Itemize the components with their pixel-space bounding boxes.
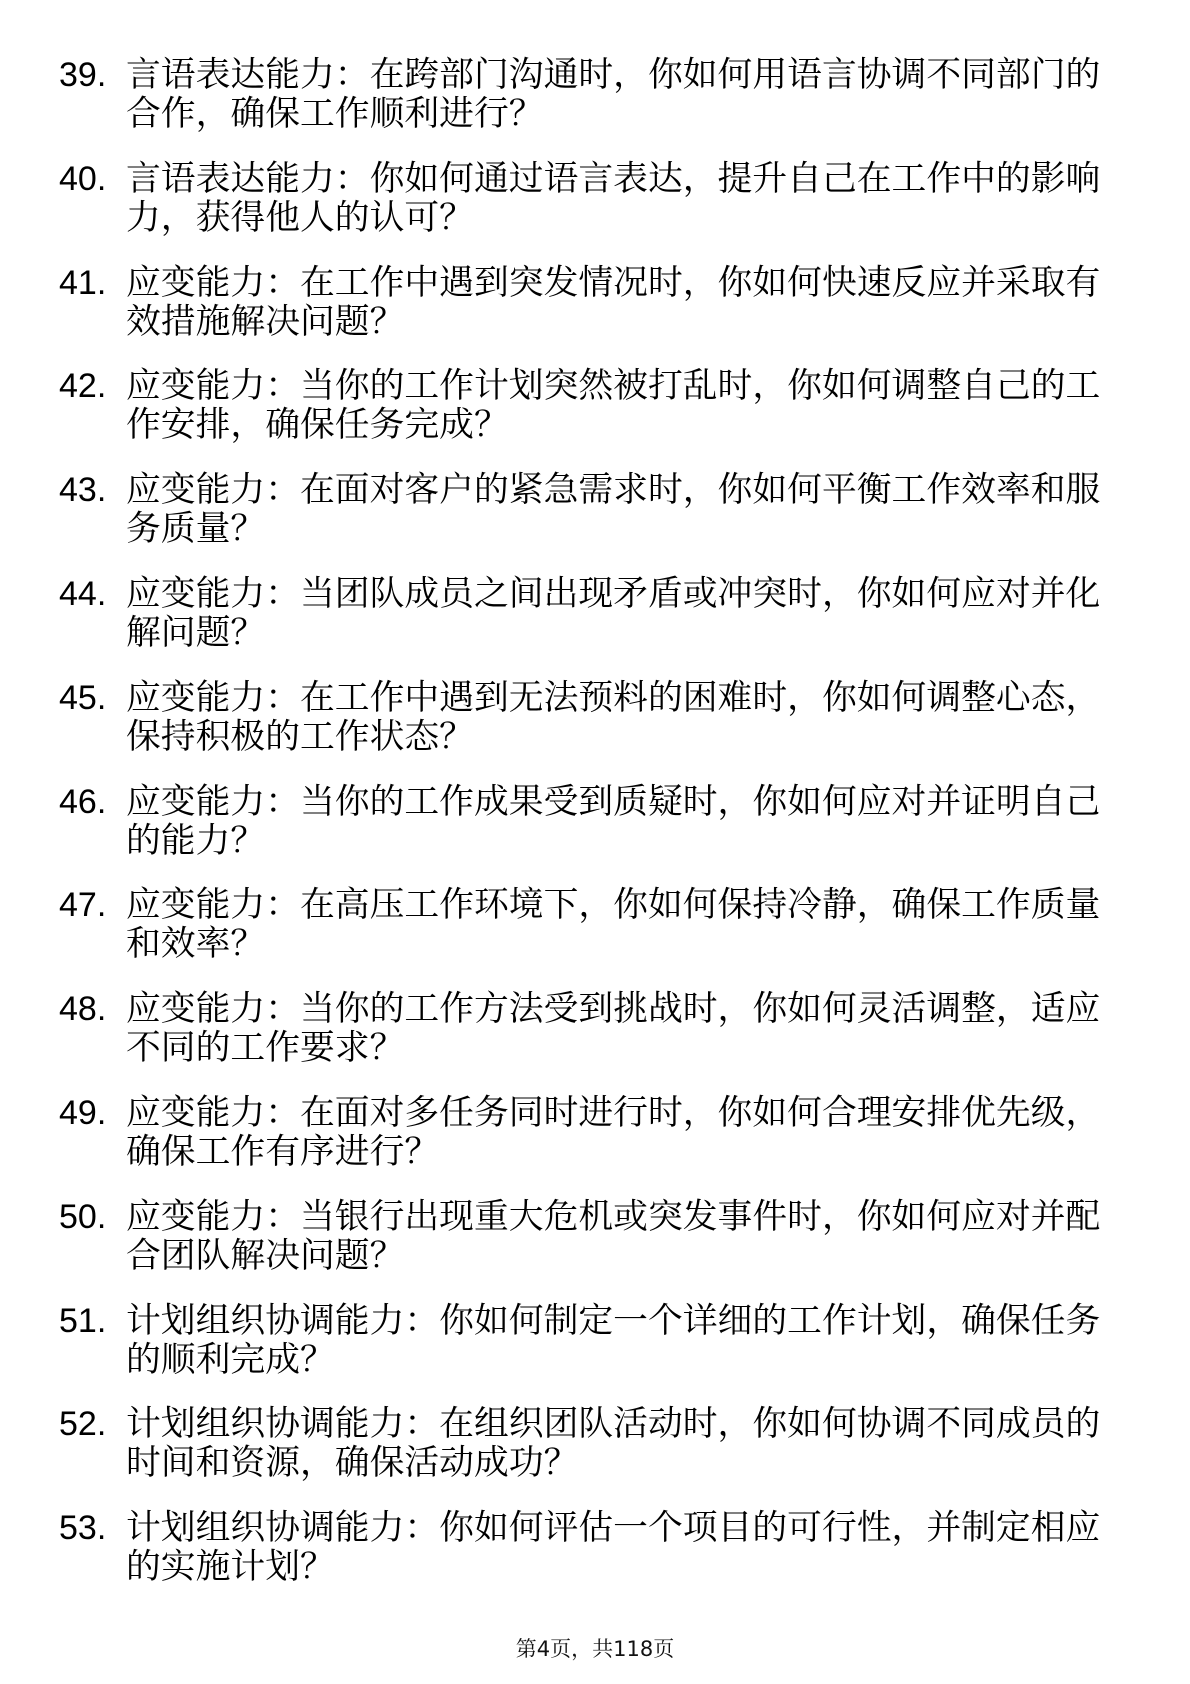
question-text-line: 计划组织协调能力：你如何制定一个详细的工作计划，确保任务 — [126, 1300, 1101, 1341]
question-text — [126, 1198, 1166, 1276]
question-item — [0, 679, 1190, 757]
question-number: 52. — [59, 1405, 107, 1444]
question-number: 49. — [59, 1093, 107, 1132]
question-number: 40. — [59, 159, 107, 198]
question-item — [0, 1198, 1190, 1276]
question-text — [126, 264, 1166, 342]
question-number: 51. — [59, 1301, 107, 1340]
question-number: 44. — [59, 574, 107, 613]
question-item — [0, 575, 1190, 653]
question-text-line: 解问题？ — [126, 612, 266, 653]
question-text-line: 不同的工作要求？ — [126, 1028, 405, 1069]
question-list — [0, 56, 1190, 1613]
question-item — [0, 264, 1190, 342]
question-item — [0, 1094, 1190, 1172]
question-number: 47. — [59, 886, 107, 925]
question-text-line: 的能力？ — [126, 820, 266, 861]
question-text-line: 力，获得他人的认可？ — [126, 197, 474, 238]
question-text-line: 应变能力：当你的工作方法受到挑战时，你如何灵活调整，适应 — [126, 989, 1101, 1030]
question-text-line: 的顺利完成？ — [126, 1339, 335, 1380]
question-text-line: 时间和资源，确保活动成功？ — [126, 1443, 579, 1484]
question-item — [0, 783, 1190, 861]
question-text-line: 应变能力：在工作中遇到突发情况时，你如何快速反应并采取有 — [126, 262, 1101, 303]
page-footer: 第4页，共118页 — [515, 1637, 675, 1661]
question-text-line: 应变能力：在面对多任务同时进行时，你如何合理安排优先级， — [126, 1092, 1101, 1133]
question-text-line: 的实施计划？ — [126, 1547, 335, 1588]
question-item — [0, 1405, 1190, 1483]
question-item — [0, 1509, 1190, 1587]
question-text-line: 应变能力：当银行出现重大危机或突发事件时，你如何应对并配 — [126, 1196, 1101, 1237]
question-text — [126, 56, 1166, 134]
question-item — [0, 990, 1190, 1068]
question-item — [0, 367, 1190, 445]
question-text-line: 作安排，确保任务完成？ — [126, 405, 509, 446]
question-text-line: 务质量？ — [126, 509, 266, 550]
question-text-line: 应变能力：在工作中遇到无法预料的困难时，你如何调整心态， — [126, 677, 1101, 718]
question-text — [126, 1302, 1166, 1380]
question-text — [126, 160, 1166, 238]
question-number: 45. — [59, 678, 107, 717]
question-text — [126, 1509, 1166, 1587]
question-number: 43. — [59, 471, 107, 510]
question-item — [0, 56, 1190, 134]
question-text-line: 应变能力：在高压工作环境下，你如何保持冷静，确保工作质量 — [126, 885, 1101, 926]
question-text-line: 合团队解决问题？ — [126, 1235, 405, 1276]
question-text-line: 应变能力：当团队成员之间出现矛盾或冲突时，你如何应对并化 — [126, 573, 1101, 614]
question-text-line: 计划组织协调能力：你如何评估一个项目的可行性，并制定相应 — [126, 1508, 1101, 1549]
question-text — [126, 1405, 1166, 1483]
question-number: 53. — [59, 1509, 107, 1548]
question-text-line: 言语表达能力：在跨部门沟通时，你如何用语言协调不同部门的 — [126, 55, 1101, 95]
question-item — [0, 1302, 1190, 1380]
question-text — [126, 679, 1166, 757]
question-text-line: 合作，确保工作顺利进行？ — [126, 94, 544, 134]
question-text-line: 应变能力：当你的工作计划突然被打乱时，你如何调整自己的工 — [126, 366, 1101, 407]
question-number: 39. — [59, 56, 107, 94]
question-text-line: 应变能力：当你的工作成果受到质疑时，你如何应对并证明自己 — [126, 781, 1101, 822]
question-number: 48. — [59, 990, 107, 1029]
question-text-line: 效措施解决问题？ — [126, 301, 405, 342]
question-text — [126, 1094, 1166, 1172]
question-text — [126, 367, 1166, 445]
question-item — [0, 471, 1190, 549]
question-text-line: 确保工作有序进行？ — [126, 1131, 440, 1172]
question-item — [0, 886, 1190, 964]
question-number: 50. — [59, 1197, 107, 1236]
question-number: 42. — [59, 367, 107, 406]
question-text-line: 和效率？ — [126, 924, 266, 965]
question-number: 41. — [59, 263, 107, 302]
question-text — [126, 783, 1166, 861]
question-number: 46. — [59, 782, 107, 821]
question-text — [126, 471, 1166, 549]
question-text — [126, 990, 1166, 1068]
question-text — [126, 886, 1166, 964]
question-text — [126, 575, 1166, 653]
question-text-line: 保持积极的工作状态？ — [126, 716, 474, 757]
question-item — [0, 160, 1190, 238]
question-text-line: 应变能力：在面对客户的紧急需求时，你如何平衡工作效率和服 — [126, 470, 1101, 511]
question-text-line: 计划组织协调能力：在组织团队活动时，你如何协调不同成员的 — [126, 1404, 1101, 1445]
question-text-line: 言语表达能力：你如何通过语言表达，提升自己在工作中的影响 — [126, 158, 1101, 199]
